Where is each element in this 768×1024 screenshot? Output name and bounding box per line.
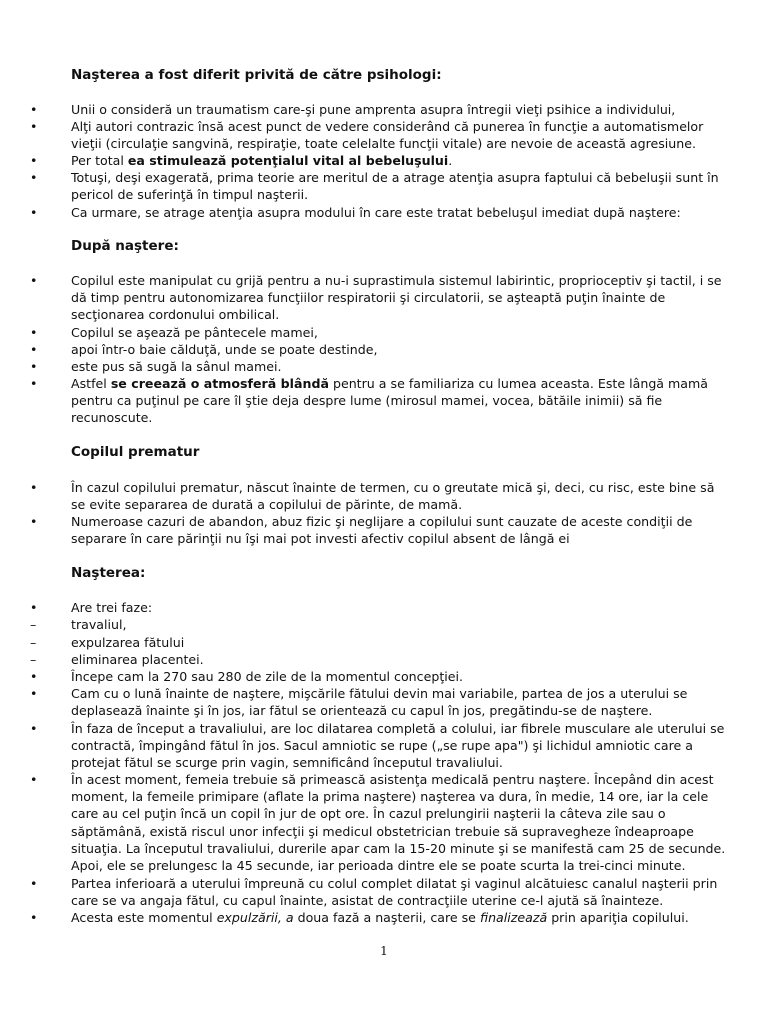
bullet-mark: • <box>30 772 38 787</box>
text-run: Per total <box>71 153 128 168</box>
text-run: Totuşi, deşi exagerată, prima teorie are meritul de a atrage atenţia asupra faptului că bebeluşii sunt în <box>71 170 719 185</box>
text-line <box>71 375 711 392</box>
text-line <box>71 875 718 892</box>
text-line <box>71 496 711 513</box>
text-run: contractă, împingând fătul în jos. Sacul amniotic se rupe („se rupe apa") şi lichidul amniotic care a <box>71 738 693 754</box>
text-line <box>71 392 711 409</box>
text-line <box>71 204 711 221</box>
item-text <box>71 272 722 324</box>
item-text <box>71 720 725 772</box>
text-run: este pus să sugă la sânul mamei. <box>71 359 282 374</box>
text-run: pericol de suferinţă în timpul naşterii. <box>71 187 309 203</box>
text-run: Astfel <box>71 376 111 391</box>
bullet-mark: • <box>30 600 38 615</box>
text-line <box>71 513 711 530</box>
text-line <box>71 358 711 375</box>
bold-text: ea stimulează potenţialul vital al bebeluşului <box>127 153 449 168</box>
text-line <box>71 754 711 771</box>
text-line <box>71 186 711 203</box>
bullet-mark: – <box>30 635 37 650</box>
text-run: Numeroase cazuri de abandon, abuz fizic şi neglijare a copilului sunt cauzate de aceste condiţii de <box>71 514 693 529</box>
text-run: separare în care părinţii nu îşi mai pot investi afectiv copilul absent de lângă ei <box>71 531 570 547</box>
item-text <box>71 771 726 874</box>
text-line <box>71 616 711 633</box>
text-run: eliminarea placentei. <box>71 652 204 667</box>
item-text <box>71 118 711 152</box>
section-heading: Naşterea a fost diferit privită de către psihologi: <box>71 67 442 83</box>
section-heading: Copilul prematur <box>71 444 200 460</box>
text-run: secţionarea cordonului ombilical. <box>71 307 280 323</box>
text-line <box>71 306 711 323</box>
text-run: care au cel puţin încă un copil în jur de opt ore. În cazul prelungirii naşterii la câteva zile sau o <box>71 806 666 822</box>
text-run: travaliul, <box>71 617 127 632</box>
item-text <box>71 479 715 513</box>
text-run: săptămână, există riscul unor infecţii şi medicul obstetrician trebuie să supravegheze îndeaproape <box>71 823 694 839</box>
text-run: Unii o consideră un traumatism care-şi pune amprenta asupra întregii vieţi psihice a individului, <box>71 102 676 117</box>
text-line <box>71 409 711 426</box>
text-line <box>71 840 726 857</box>
bullet-mark: • <box>30 153 38 168</box>
item-text <box>71 909 711 926</box>
text-line <box>71 341 711 358</box>
italic-text: expulzării, a <box>216 910 294 925</box>
text-line <box>71 599 711 616</box>
text-line <box>71 152 711 169</box>
text-run: moment, la femeile primipare (aflate la prima naştere) naşterea va dura, în medie, 14 ore, iar la cele <box>71 789 709 805</box>
text-run: apoi într-o baie călduţă, unde se poate destinde, <box>71 342 378 357</box>
text-line <box>71 169 719 186</box>
bullet-mark: – <box>30 617 37 632</box>
bullet-mark: • <box>30 480 38 495</box>
item-text <box>71 152 711 169</box>
text-line <box>71 118 711 135</box>
text-line <box>71 651 711 668</box>
bullet-mark: • <box>30 205 38 220</box>
text-run: În cazul copilului prematur, născut înainte de termen, cu o greutate mică şi, deci, cu risc, este bine să <box>71 480 715 495</box>
text-run: recunoscute. <box>71 410 153 426</box>
item-text <box>71 358 711 375</box>
bullet-mark: • <box>30 170 38 185</box>
text-line <box>71 101 711 118</box>
text-run: Apoi, ele se prelungesc la 45 secunde, iar perioada dintre ele se poate scurta la trei-cinci minute. <box>71 858 686 874</box>
text-run: Cam cu o lună înainte de naştere, mişcările fătului devin mai variabile, partea de jos a uterului se <box>71 686 688 701</box>
page-number: 1 <box>380 944 388 958</box>
text-run: Ca urmare, se atrage atenţia asupra modului în care este tratat bebeluşul imediat după naştere: <box>71 205 681 220</box>
text-line <box>71 702 711 719</box>
bullet-mark: • <box>30 376 38 391</box>
bullet-mark: • <box>30 102 38 117</box>
text-run: pentru ca puţinul pe care îl ştie deja despre lume (mirosul mamei, vocea, bătăile inimii) să fie <box>71 393 663 409</box>
item-text <box>71 599 711 616</box>
text-run: expulzarea fătului <box>71 635 185 650</box>
text-run: Copilul se aşează pe pântecele mamei, <box>71 325 318 340</box>
text-run: protejat fătul se scurge prin vagin, semnificând începutul travaliului. <box>71 755 503 771</box>
text-run: se evite separarea de durată a copilului de părinte, de mamă. <box>71 497 463 513</box>
bullet-mark: • <box>30 910 38 925</box>
text-run: Are trei faze: <box>71 600 153 615</box>
text-run: care se va angaja fătul, cu capul înainte, asistat de contracţiile uterine ce-l ajută să înainteze. <box>71 893 664 909</box>
text-line <box>71 272 722 289</box>
text-line <box>71 634 711 651</box>
text-line <box>71 324 711 341</box>
text-line <box>71 737 711 754</box>
text-run: În faza de început a travaliului, are loc dilatarea completă a colului, iar fibrele musculare ale uterului se <box>71 721 725 736</box>
text-run: dă timp pentru autonomizarea funcţiilor respiratorii şi circulatorii, se aşteaptă puţin înainte de <box>71 290 666 306</box>
bold-text: se creează o atmosferă blândă <box>110 376 329 391</box>
text-run: Copilul este manipulat cu grijă pentru a nu-i suprastimula sistemul labirintic, proprioceptiv şi tactil, i se <box>71 273 722 288</box>
text-run: prin apariţia copilului. <box>547 910 689 925</box>
item-text <box>71 875 718 909</box>
bullet-mark: • <box>30 514 38 529</box>
section-heading: Naşterea: <box>71 565 146 581</box>
item-text <box>71 324 711 341</box>
text-line <box>71 892 711 909</box>
bullet-mark: • <box>30 686 38 701</box>
item-text <box>71 685 711 719</box>
bullet-mark: • <box>30 359 38 374</box>
text-line <box>71 823 711 840</box>
bullet-mark: • <box>30 119 38 134</box>
bullet-mark: – <box>30 652 37 667</box>
text-line <box>71 685 711 702</box>
text-run: situaţia. La începutul travaliului, durerile apar cam la 15-20 minute şi se manifestă cam 25 de secunde. <box>71 840 726 856</box>
bullet-mark: • <box>30 669 38 684</box>
text-line <box>71 135 711 152</box>
text-run: pentru a se familiariza cu lumea aceasta. Este lângă mamă <box>328 376 709 391</box>
bullet-mark: • <box>30 876 38 891</box>
text-run: deplasează înainte şi în jos, iar fătul se orientează cu capul în jos, pregătindu-se de naştere. <box>71 703 653 719</box>
text-line <box>71 720 725 737</box>
text-line <box>71 289 711 306</box>
text-run: vieţii (circulaţie sangvină, respiraţie, toate celelalte funcţii vitale) are nevoie de această agresiune. <box>71 136 697 152</box>
text-run: În acest moment, femeia trebuie să primească asistenţa medicală pentru naştere. Începând din acest <box>71 772 714 787</box>
item-text <box>71 169 719 203</box>
bullet-mark: • <box>30 273 38 288</box>
text-line <box>71 668 711 685</box>
bullet-mark: • <box>30 342 38 357</box>
item-text <box>71 634 711 651</box>
text-run: . <box>448 153 453 168</box>
bullet-mark: • <box>30 721 38 736</box>
item-text <box>71 375 711 427</box>
text-run: Alţi autori contrazic însă acest punct de vedere considerând că punerea în funcţie a automatismelor <box>71 119 704 134</box>
text-line <box>71 909 711 926</box>
text-line <box>71 479 715 496</box>
text-run: doua fază a naşterii, care se <box>293 910 480 925</box>
text-run: Acesta este momentul <box>71 910 217 925</box>
item-text <box>71 651 711 668</box>
text-line <box>71 805 711 822</box>
text-line <box>71 857 711 874</box>
item-text <box>71 341 711 358</box>
item-text <box>71 101 711 118</box>
section-heading: După naştere: <box>71 238 179 254</box>
text-run: Partea inferioară a uterului împreună cu colul complet dilatat şi vaginul alcătuiesc canalul naşterii prin <box>71 876 718 891</box>
item-text <box>71 513 711 547</box>
text-line <box>71 771 714 788</box>
text-run: Începe cam la 270 sau 280 de zile de la momentul concepţiei. <box>71 669 464 684</box>
item-text <box>71 616 711 633</box>
bullet-mark: • <box>30 325 38 340</box>
item-text <box>71 204 711 221</box>
italic-text: finalizează <box>479 910 548 925</box>
text-line <box>71 530 711 547</box>
text-line <box>71 788 711 805</box>
item-text <box>71 668 711 685</box>
